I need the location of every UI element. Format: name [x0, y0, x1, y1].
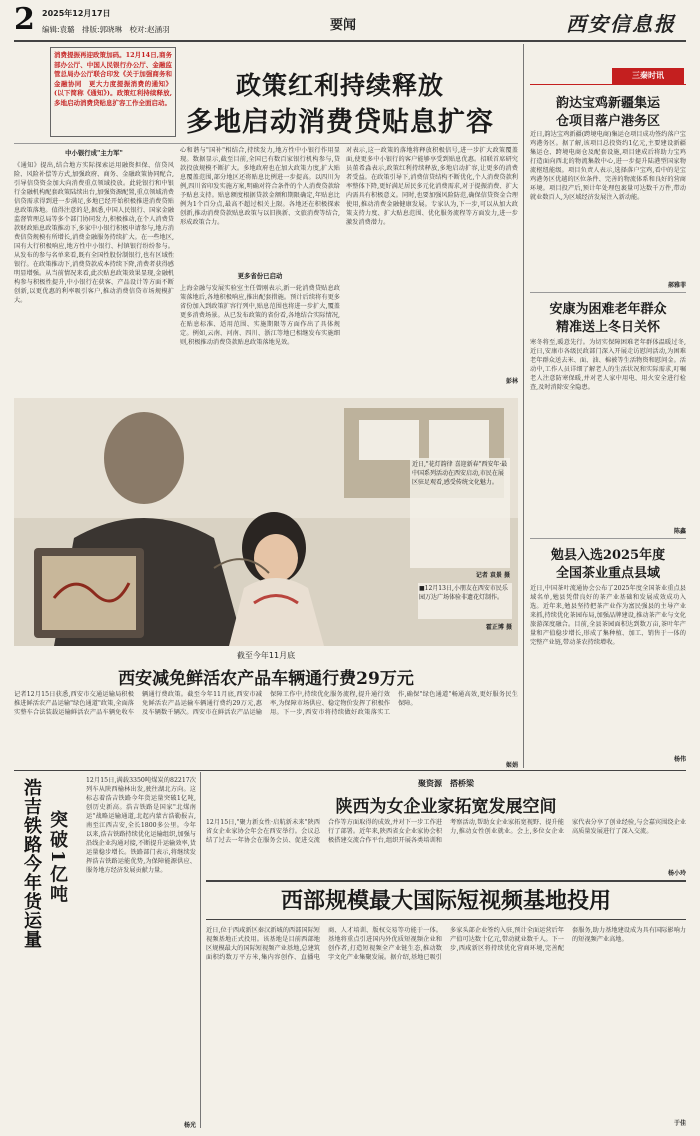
photo-caption-2: ■12月13日,小朋友在西安市民乐园万达广场体验非遗花灯制作。 — [418, 583, 512, 619]
story2-headline: 西安减免鲜活农产品车辆通行费29万元 — [118, 669, 414, 689]
lead-col2-sub-body: 上海金融与发展实验室主任曾刚表示,新一轮消费贷贴息政策落地后,各地积极响应,推出配套措施。预计后续将有更多省份加入到政策扩容行列中,贴息范围也将进一步扩大,覆盖更多消费场景。从已发布政策的省份看,各地结合实际情况,在贴息标准、适用范围、实施期限等方面作出了具体规定。例如,云南、河南、四川、浙江等地已相继发布实施细则,积极推动消费贷款贴息政策落地见效。 — [180, 285, 340, 346]
sidebar2-body: 寒冬将至,暖意先行。为切实保障困难老年群体温暖过冬,近日,安康市各级民政部门深入开展走访慰问活动,为困难老年群众送去米、面、油、棉被等生活物资和慰问金。活动中,工作人员详细了解老人的生活状况和实际需求,叮嘱老人注意防寒保暖,并对老人家中用电、用火安全进行检查,及时消除安全隐患。 — [530, 339, 686, 391]
story4-headline-box — [206, 880, 686, 920]
lead-byline: 彭林 — [505, 378, 518, 385]
story3-body: 12月15日,"聚力新女性·启航新未来"陕西省女企业家协会年会在西安举行。会议总结了过去一年协会在服务会员、促进交流合作等方面取得的成效,并对下一步工作进行了部署。近年来,陕西省女企业家协会积极搭建交流合作平台,组织开展各类培训和考察活动,帮助女企业家拓宽视野、提升能力,推动女性创业就业。会上,多位女企业家代表分享了创业经验,与会嘉宾围绕企业高质量发展进行了深入交流。 — [206, 819, 686, 844]
story2-byline: 姬娟 — [505, 762, 518, 769]
sidebar3-title-2: 全国茶业重点县域 — [555, 566, 660, 581]
sidebar1-byline: 郝雅菲 — [667, 282, 686, 289]
story4-byline: 于佳 — [673, 1120, 686, 1127]
sidebar2-title-1: 安康为困难老年群众 — [549, 302, 667, 317]
section-name: 要闻 — [330, 18, 357, 33]
sidebar3-title-1: 勉县入选2025年度 — [550, 548, 666, 563]
sidebar-divider — [523, 44, 524, 768]
story4-body: 近日,位于西咸新区秦汉新城的西部国际短视频基地正式投用。该基地是目前西部地区规模最大的国际短视频产业基地,总建筑面积约数万平方米,集内容创作、直播电商、人才培训、版权交易等功能于一体。基地将重点引进国内外优质短视频企业和创作者,打造短视频全产业链生态,推动数字文化产业集聚发展。据介绍,基地已吸引多家头部企业签约入驻,预计全面运营后年产值可达数十亿元,带动就业数千人。下一步,西咸新区将持续优化营商环境,完善配套服务,助力基地建设成为具有国际影响力的短视频产业高地。 — [206, 927, 686, 961]
masthead — [0, 0, 700, 42]
lead-col2-body: 心和谐与"国补"相结合,持续发力,地方性中小银行作用显现。数据显示,截至目前,全国已有数百家银行机构参与,贷款投放规模不断扩大。多地政府也在加大政策力度,扩大贴息覆盖范围,部分地区还将贴息比例进一步提高。以四川为例,四川省印发实施方案,明确对符合条件的个人消费贷款给予贴息支持。贴息额度根据贷款金额和期限确定,年贴息比例为1个百分点,最高不超过相关上限。各地还在积极探索创新,推动消费贷款贴息政策与以旧换新、文旅消费等结合,形成政策合力。 — [180, 147, 340, 226]
story3-byline: 杨小玲 — [667, 870, 686, 877]
photo-credit-1: 记者 袁景 摄 — [475, 572, 510, 579]
editor-credits: 编辑:袁璐 排版:郭晓琳 校对:赵涵羽 — [42, 25, 170, 34]
sidebar-tag-rule — [530, 84, 686, 85]
lead-col1-body: 《通知》提出,结合地方实际探索运用融资担保、信贷风险、风险补偿等方式,加强政府、商务、金融政策协同配合,引导信贷资金加大向消费重点领域投放。此轮银行和中银行金融机构配套政策陆续出台,加强资源配置,重点领域消费信贷需求得到进一步满足,多地已经开始积极推进消费贷贴息政策落地。值得注意的是,据悉,中国人民银行、国家金融监督管理总局等多个部门协同发力,积极推动,在个人消费贷款财政贴息政策推动下,多家中小银行积极申请参与,地方消费信贷规模有所增长,消费金融服务持续扩大。在一些地区,国有大行积极响应,地方性中小银行、村镇银行纷纷参与。从发布的参与名单来看,既有全国性股份制银行,也有区域性银行。在政策推动下,消费贷款成本持续下降,消费者获得感明显增强。从当前情况来看,此次贴息政策效果显现,金融机构参与积极性提升,中小银行在获客、产品设计等方面不断创新,以更优惠的利率吸引客户,推动消费信贷市场规模扩大。 — [14, 162, 174, 304]
vertical-headline-a: 浩吉铁路今年货运量 — [21, 778, 42, 949]
sidebar-tag: 三秦时讯 — [612, 68, 684, 84]
paper-logo: 西安信息报 — [566, 12, 676, 36]
sidebar1-body: 近日,韵达宝鸡新疆(跨境电商)集运仓项目成功签约落户宝鸡港务区。据了解,该项目总投资约1亿元,主要建设新疆集运仓、跨境电商仓及配套设施,项目建成后将助力宝鸡打造面向西北的物流集散中心,进一步提升陆港型国家物流枢纽能级。项目负责人表示,选择落户宝鸡,看中的是宝鸡港务区优越的区位条件、完善的物流体系和良好的营商环境。项目投产后,预计年处理包裹量可达数千万件,带动就业数百人,为区域经济发展注入新动能。 — [530, 131, 686, 201]
story2-kicker: 截至今年11月底 — [236, 651, 296, 660]
sidebar-rule-1 — [530, 292, 686, 293]
news-photo — [14, 398, 518, 646]
sidebar1-title-1: 韵达宝鸡新疆集运 — [555, 96, 660, 111]
lead-headline-2: 多地启动消费贷贴息扩容 — [186, 107, 494, 138]
page-number: 2 — [14, 2, 35, 37]
photo-credit-2: 霍正博 摄 — [485, 624, 512, 631]
story4-headline: 西部规模最大国际短视频基地投用 — [280, 888, 611, 914]
lead-col-1 — [14, 148, 174, 394]
mid-page-rule — [14, 770, 686, 771]
vertical-story-divider — [200, 772, 201, 1128]
lead-col-3 — [346, 146, 518, 394]
lead-headline-1: 政策红利持续释放 — [235, 71, 444, 100]
sidebar2-title-2: 精准送上冬日关怀 — [555, 320, 660, 335]
issue-date: 2025年12月17日 — [42, 9, 111, 18]
lead-headline-divider — [14, 143, 518, 144]
vertical-story-byline: 杨光 — [183, 1122, 196, 1129]
lead-col-2 — [180, 146, 340, 394]
story3-headline: 陕西为女企业家拓宽发展空间 — [335, 797, 557, 817]
vertical-headline-b: 突破1亿吨 — [47, 810, 68, 905]
lead-subhead-2: 更多省份已启动 — [237, 272, 283, 280]
photo-caption-1: 近日,"花灯韵律 喜迎新春"西安年·最中国系列活动在西安启动,市民在展区驻足观看,感受传统文化魅力。 — [410, 458, 510, 568]
masthead-rule — [14, 40, 686, 42]
lead-subhead-1: 中小银行成"主力军" — [65, 149, 123, 157]
sidebar1-title-2: 仓项目落户港务区 — [555, 114, 660, 129]
sidebar3-byline: 杨伟 — [673, 756, 686, 763]
sidebar3-body: 近日,中国茶叶流通协会公布了2025年度全国茶业重点县域名单,勉县凭借良好的茶产业基础和发展成效成功入选。近年来,勉县坚持把茶产业作为富民强县的主导产业来抓,持续优化茶园布局,加强品牌建设,推动茶产业与文化旅游深度融合。目前,全县茶园面积达到数万亩,茶叶年产量和产值稳步增长,形成了集种植、加工、销售于一体的完整产业链,带动茶农持续增收。 — [530, 585, 686, 646]
lead-summary: 消费提振再迎政策加码。12月14日,商务部办公厅、中国人民银行办公厅、金融监管总局办公厅联合印发《关于加强商务和金融协同 更大力度提振消费的通知》(以下简称《通知》)。政策红利持续释放,多地启动消费贷贴息扩容工作全面启动。 — [54, 51, 172, 107]
vertical-story-body: 12月15日,满载3350吨煤炭的82217次列车从陕西榆林出发,驶往湖北方向。这标志着浩吉铁路今年货运量突破1亿吨,创历史新高。浩吉铁路是国家"北煤南运"战略运输通道,北起内蒙古浩勒报吉,南至江西吉安,全长1800多公里。今年以来,浩吉铁路持续优化运输组织,加强与沿线企业沟通对接,不断提升运输效率,货运量稳步增长。铁路部门表示,将继续发挥浩吉铁路运能优势,为保障能源供应、服务地方经济发展贡献力量。 — [86, 777, 196, 874]
story3-kicker: 聚资源 搭桥梁 — [418, 779, 474, 788]
sidebar2-byline: 陈鑫 — [673, 528, 686, 535]
story2-body: 记者12月15日获悉,西安市交通运输局积极推进鲜活农产品运输"绿色通道"政策,全面落实整车合法装载运输鲜活农产品车辆免收车辆通行费政策。截至今年11月底,西安市减免鲜活农产品运输车辆通行费约29万元,惠及车辆数千辆次。西安市在鲜活农产品运输保障工作中,持续优化服务流程,提升通行效率,为保障市场供应、稳定物价发挥了积极作用。下一步,西安市将持续做好政策落实工作,确保"绿色通道"畅通高效,更好服务民生保障。 — [14, 691, 518, 716]
sidebar-rule-2 — [530, 538, 686, 539]
lead-col3-body: 对表示,这一政策的落地将释放积极信号,进一步扩大政策覆盖面,使更多中小银行的客户能够享受到贴息优惠。招联首席研究员董希淼表示,政策红利持续释放,多地启动扩容,让更多的消费者受益。在政策引导下,消费信贷结构不断优化,个人消费贷款利率整体下降,更好满足居民多元化消费需求,对于提振消费、扩大内需具有积极意义。同时,也要加强风险防范,确保信贷资金合理使用,推动消费金融健康发展。专家认为,下一步,可以从加大政策支持力度、扩大贴息范围、优化服务流程等方面发力,进一步激发消费潜力。 — [346, 147, 518, 226]
